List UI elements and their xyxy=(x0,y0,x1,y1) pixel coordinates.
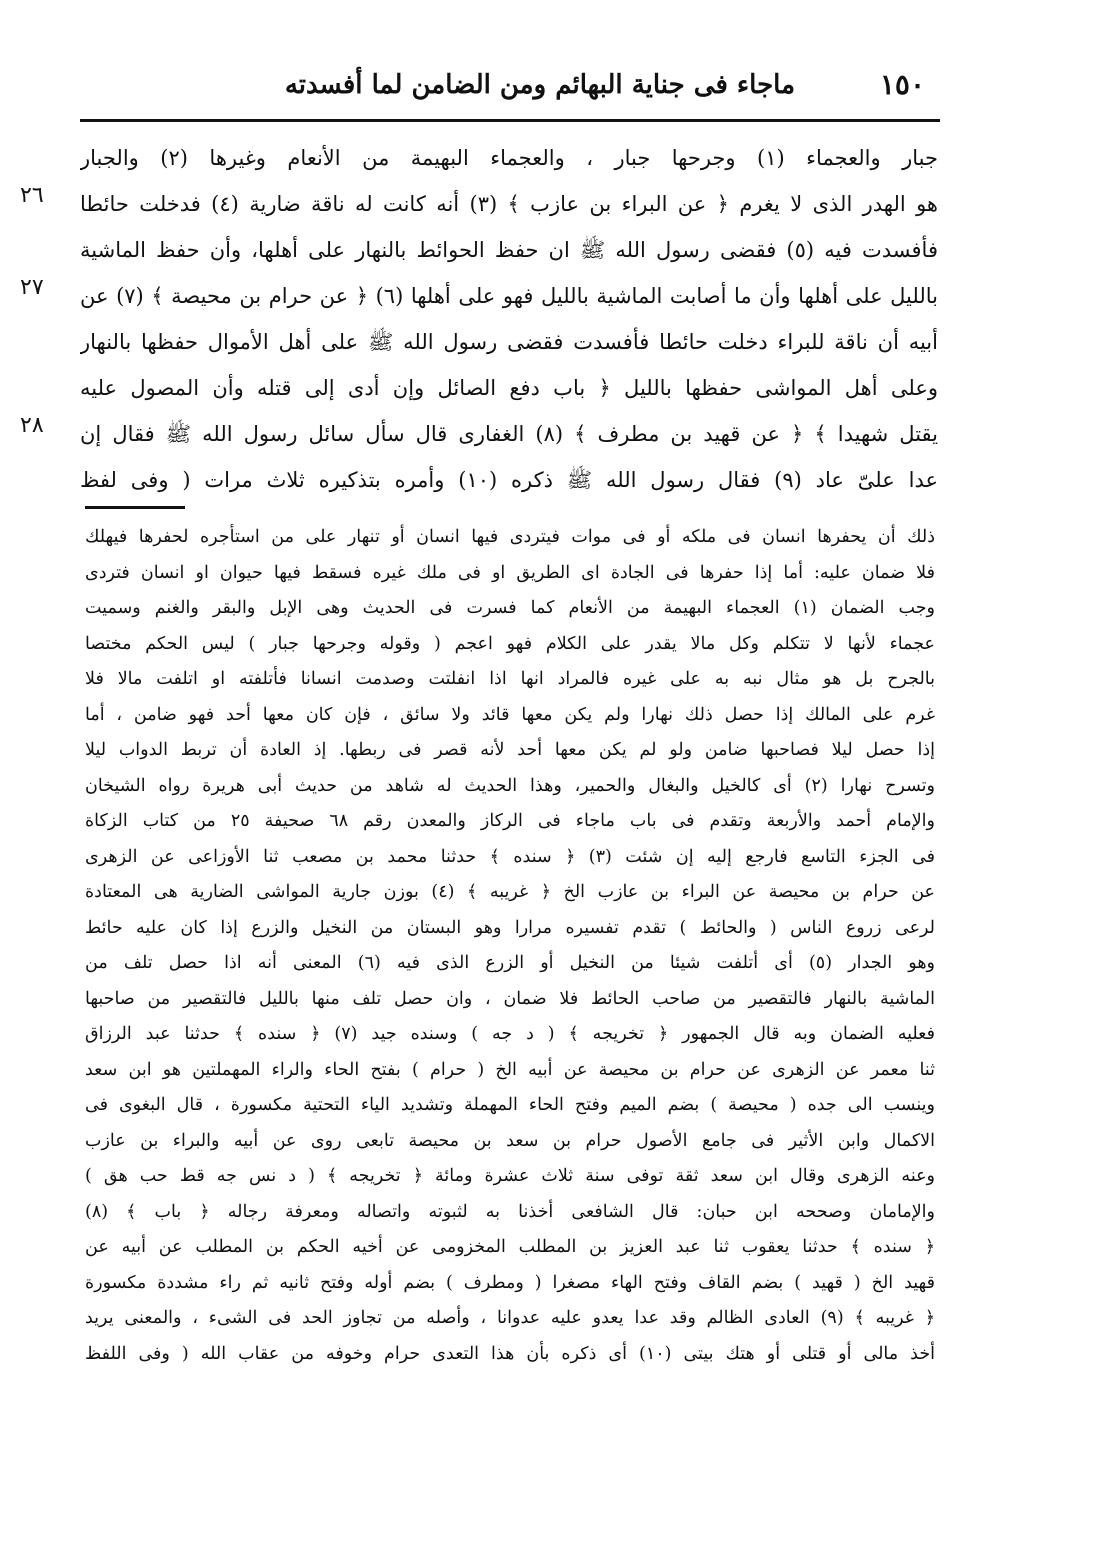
footnote-line: والإمام أحمد والأربعة وتقدم فى باب ماجاء فى الركاز والمعدن رقم ٦٨ صحيفة ٢٥ من كتاب الزكاة xyxy=(85,811,935,831)
footnote-line: ﴿ غريبه ﴾ (٩) العادى الظالم وقد عدا يعدو عليه عدوانا ، وأصله من تجاوز الحد فى الشىء ، والمعنى يريد xyxy=(85,1308,935,1328)
main-line: جبار والعجماء (١) وجرحها جبار ، والعجماء البهيمة من الأنعام وغيرها (٢) والجبار xyxy=(80,146,938,170)
page-number: ١٥٠ xyxy=(879,68,925,101)
footnote-separator xyxy=(85,506,185,509)
footnote-line: الاكمال وابن الأثير فى جامع الأصول حرام بن سعد بن محيصة تابعى روى عن أبيه والبراء بن عازب xyxy=(85,1130,935,1151)
footnote-line: والإمامان وصححه ابن حبان: قال الشافعى أخذنا به لثبوته واتصاله ومعرفة رجاله ﴿ باب ﴾ (٨) xyxy=(85,1201,935,1222)
footnote-line: وينسب الى جده ( محيصة ) بضم الميم وفتح الحاء المهملة وتشديد الياء التحتية مكسورة ، قال البغوى فى xyxy=(85,1095,935,1115)
main-line: عدا علىّ عاد (٩) فقال رسول الله ﷺ ذكره (١٠) وأمره بتذكيره ثلاث مرات ( وفى لفظ xyxy=(80,468,938,492)
page-header xyxy=(230,68,925,108)
footnote-line: عن حرام بن محيصة عن البراء بن عازب الخ ﴿ غريبه ﴾ (٤) بوزن جارية المواشى الضارية هى المعتادة xyxy=(85,882,935,902)
main-line: يقتل شهيدا ﴾ ﴿ عن قهيد بن مطرف ﴾ (٨) الغفارى قال سأل سائل رسول الله ﷺ فقال إن xyxy=(80,422,938,446)
footnote-line: وتسرح نهارا (٢) أى كالخيل والبغال والحمير، وهذا الحديث له شاهد من حديث أبى هريرة رواه الشيخان xyxy=(85,775,935,796)
main-line: وعلى أهل المواشى حفظها بالليل ﴿ باب دفع الصائل وإن أدى إلى قتله وأن المصول عليه xyxy=(80,376,938,400)
footnote-line: قهيد الخ ( قهيد ) بضم القاف وفتح الهاء مصغرا ( ومطرف ) بضم أوله وفتح ثانيه ثم راء مشددة مكسورة xyxy=(85,1272,935,1293)
footnote-line: فى الجزء التاسع فارجع إليه إن شئت (٣) ﴿ سنده ﴾ حدثنا محمد بن مصعب ثنا الأوزاعى عن الزهرى xyxy=(85,846,935,867)
footnote-line: فعليه الضمان وبه قال الجمهور ﴿ تخريجه ﴾ ( د جه ) وسنده جيد (٧) ﴿ سنده ﴾ حدثنا عبد الرزاق xyxy=(85,1024,935,1044)
footnote-line: بالجرح بل هو مثال نبه به على غيره فالمراد انها اذا انفلتت وصدمت انسانا فأتلفته او اتلفت مالا فلا xyxy=(85,669,935,689)
hadith-number: ٢٧ xyxy=(20,275,44,300)
footnote-line: الماشية بالنهار فالتقصير من صاحب الحائط فلا ضمان ، وان حصل تلف منها بالليل فالتقصير من صاحبها xyxy=(85,988,935,1009)
footnotes xyxy=(85,520,935,1372)
footnote-line: عجماء لأنها لا تتكلم وكل مالا يقدر على الكلام فهو اعجم ( وقوله وجرحها جبار ) ليس الحكم مختصا xyxy=(85,633,935,654)
footnote-line: فلا ضمان عليه: أما إذا حفرها فى الجادة اى الطريق او فى ملك غيره فسقط فيها حيوان او انسان فتردى xyxy=(85,562,935,583)
footnote-line: ذلك أن يحفرها انسان فى ملكه أو فى موات فيتردى فيها انسان أو تنهار على من استأجره لحفرها فيهلك xyxy=(85,527,935,547)
footnote-line: ﴿ سنده ﴾ حدثنا يعقوب ثنا عبد العزيز بن المطلب المخزومى عن أخيه الحكم بن المطلب عن أبيه عن xyxy=(85,1237,935,1257)
main-line: أبيه أن ناقة للبراء دخلت حائطا فأفسدت فقضى رسول الله ﷺ على أهل الأموال حفظها بالنهار xyxy=(80,330,938,354)
running-title: ماجاء فى جناية البهائم ومن الضامن لما أفسدته xyxy=(284,70,795,100)
footnote-line: أخذ مالى أو قتلى أو هتك بيتى (١٠) أى ذكره بأن هذا التعدى حرام وخوفه من عقاب الله ( وفى اللفظ xyxy=(85,1343,935,1364)
footnote-line: وعنه الزهرى وقال ابن سعد ثقة توفى سنة ثلاث عشرة ومائة ﴿ تخريجه ﴾ ( د نس جه قط حب هق ) xyxy=(85,1166,935,1186)
footnote-line: ثنا معمر عن الزهرى عن حرام بن محيصة عن أبيه الخ ( حرام ) بفتح الحاء والراء المهملتين هو ابن سعد xyxy=(85,1059,935,1080)
main-line: فأفسدت فيه (٥) فقضى رسول الله ﷺ ان حفظ الحوائط بالنهار على أهلها، وأن حفظ الماشية xyxy=(80,238,938,262)
footnote-line: وجب الضمان (١) العجماء البهيمة من الأنعام كما فسرت فى الحديث وهى الإبل والبقر والغنم وسميت xyxy=(85,598,935,618)
hadith-numbers xyxy=(0,135,60,505)
footnote-line: إذا حصل ليلا فصاحبها ضامن ولو لم يكن معها أحد لأنه قصر فى ربطها. إذ العادة أن تربط الدواب ليلا xyxy=(85,740,935,760)
footnote-line: لرعى زروع الناس ( والحائط ) تقدم تفسيره مرارا وهو البستان من النخيل والزرع إذا كان عليه حائط xyxy=(85,917,935,938)
hadith-number: ٢٦ xyxy=(20,183,44,208)
main-text xyxy=(80,135,938,503)
main-line: بالليل على أهلها وأن ما أصابت الماشية بالليل فهو على أهلها (٦) ﴿ عن حرام بن محيصة ﴾ (٧) عن xyxy=(80,284,938,308)
footnote-line: غرم على المالك إذا حصل ذلك نهارا ولم يكن معها قائد ولا سائق ، فإن كان معها أحد فهو ضامن ، أما xyxy=(85,704,935,725)
footnote-line: وهو الجدار (٥) أى أتلفت شيئا من النخيل أو الزرع الذى فيه (٦) المعنى أنه اذا حصل تلف من xyxy=(85,953,935,973)
main-line: هو الهدر الذى لا يغرم ﴿ عن البراء بن عازب ﴾ (٣) أنه كانت له ناقة ضارية (٤) فدخلت حائطا xyxy=(80,192,938,216)
header-rule xyxy=(80,119,940,122)
hadith-number: ٢٨ xyxy=(20,413,44,438)
